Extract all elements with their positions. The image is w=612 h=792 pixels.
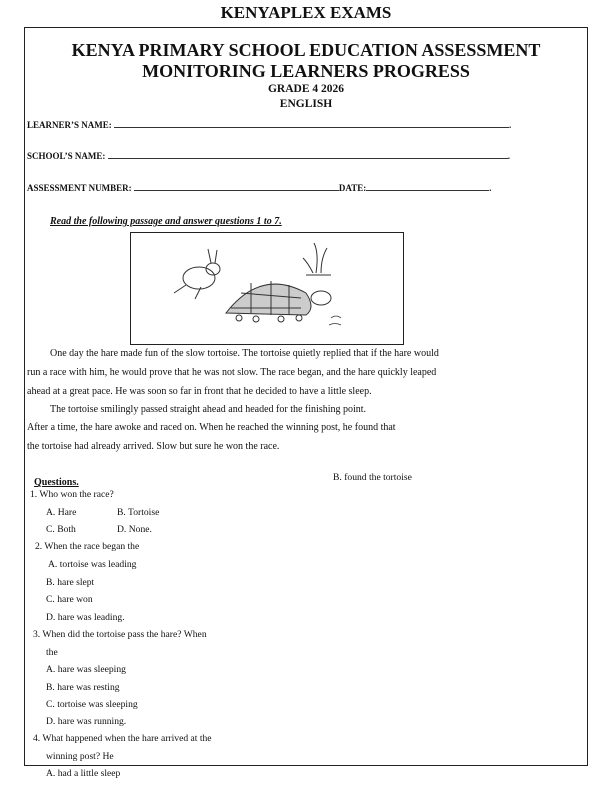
school-name-field[interactable] bbox=[27, 149, 510, 161]
question-1: 1. Who won the race? bbox=[30, 489, 114, 500]
question-option: C. hare won bbox=[46, 594, 93, 605]
question-option: C. Both bbox=[46, 524, 76, 535]
question-4: 4. What happened when the hare arrived at the bbox=[33, 733, 212, 744]
period: . bbox=[509, 120, 512, 130]
assessment-number-label: ASSESSMENT NUMBER: bbox=[27, 183, 132, 193]
question-option: C. tortoise was sleeping bbox=[46, 699, 138, 710]
assessment-number-line[interactable] bbox=[134, 181, 339, 191]
question-option: B. Tortoise bbox=[117, 507, 160, 518]
questions-heading: Questions. bbox=[34, 477, 79, 488]
hare-tortoise-illustration bbox=[130, 232, 404, 345]
date-label: DATE: bbox=[338, 183, 367, 193]
illustration-icon bbox=[131, 233, 403, 344]
assessment-number-field[interactable] bbox=[27, 181, 491, 193]
assessment-title: KENYA PRIMARY SCHOOL EDUCATION ASSESSMENT bbox=[71, 40, 541, 60]
question-text: winning post? He bbox=[46, 751, 114, 762]
date-line[interactable] bbox=[366, 181, 492, 193]
passage-line: the tortoise had already arrived. Slow but sure he won the race. bbox=[27, 441, 280, 452]
question-3: 3. When did the tortoise pass the hare? When bbox=[33, 629, 207, 640]
period: . bbox=[489, 183, 492, 193]
question-text: the bbox=[46, 647, 58, 658]
grade: GRADE 4 2026 bbox=[267, 83, 345, 95]
subject: ENGLISH bbox=[279, 98, 333, 110]
question-2: 2. When the race began the bbox=[35, 541, 140, 552]
question-option: A. Hare bbox=[46, 507, 77, 518]
question-option: B. found the tortoise bbox=[333, 472, 412, 483]
learner-name-label: LEARNER’S NAME: bbox=[27, 120, 112, 130]
instruction: Read the following passage and answer questions 1 to 7. bbox=[50, 216, 282, 227]
period: . bbox=[507, 151, 510, 161]
org-title: KENYAPLEX EXAMS bbox=[220, 3, 392, 22]
question-option: A. had a little sleep bbox=[46, 768, 121, 779]
school-name-label: SCHOOL’S NAME: bbox=[27, 151, 106, 161]
question-option: A. hare was sleeping bbox=[46, 664, 126, 675]
passage-line: After a time, the hare awoke and raced on. When he reached the winning post, he found that bbox=[27, 422, 396, 433]
question-option: D. None. bbox=[117, 524, 152, 535]
passage-line: run a race with him, he would prove that he was not slow. The race began, and the hare quickly leaped bbox=[27, 367, 437, 378]
learner-name-field[interactable] bbox=[27, 118, 511, 130]
question-option: B. hare was resting bbox=[46, 682, 120, 693]
school-name-line[interactable] bbox=[108, 149, 508, 159]
learner-name-line[interactable] bbox=[114, 118, 512, 130]
assessment-subtitle: MONITORING LEARNERS PROGRESS bbox=[142, 61, 470, 81]
question-option: D. hare was running. bbox=[46, 716, 127, 727]
question-option: D. hare was leading. bbox=[46, 612, 125, 623]
passage-line: ahead at a great pace. He was soon so far in front that he decided to have a little sleep. bbox=[27, 386, 372, 397]
question-option: A. tortoise was leading bbox=[48, 559, 137, 570]
passage-line: The tortoise smilingly passed straight ahead and headed for the finishing point. bbox=[50, 404, 367, 415]
question-option: B. hare slept bbox=[46, 577, 95, 588]
passage-line: One day the hare made fun of the slow tortoise. The tortoise quietly replied that if the hare would bbox=[50, 348, 439, 359]
